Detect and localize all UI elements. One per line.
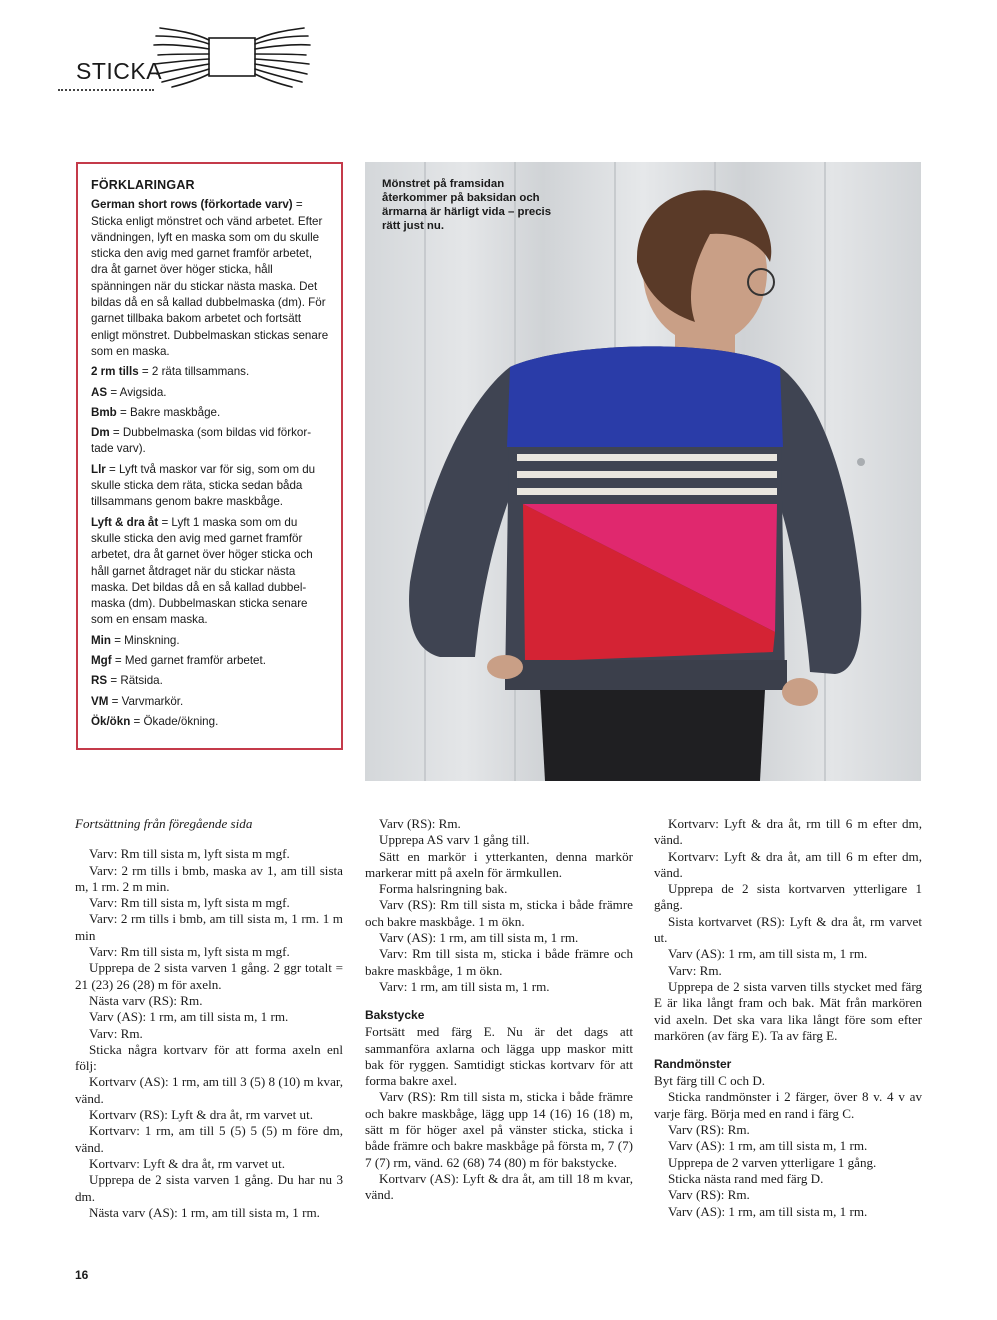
- explanation-term: RS: [91, 674, 108, 688]
- explanation-entry: [91, 673, 329, 689]
- left-hand: [487, 655, 523, 679]
- explanation-text: = Sticka enligt mönstret och vänd arbetet. Efter vändningen, lyft en maska som om du skulle sticka den avig med garnet framför arbetet, dra åt garnet över höger sticka, håll spänningen när du stickar nästa maska. Det bildas då en så kallad dubbelmaska (dm). För garnet tillbaka bakom arbetet och fortsätt enligt mönstret. Dubbelmaskan stickas senare som en maska.: [91, 198, 329, 358]
- jeans: [540, 690, 765, 781]
- pattern-paragraph: Varv (RS): Rm.: [668, 1187, 750, 1203]
- stripe-1: [517, 454, 777, 461]
- pattern-paragraph: Nästa varv (AS): 1 rm, am till sista m, 1 rm.: [89, 1204, 320, 1220]
- pattern-paragraph: Varv (AS): 1 rm, am till sista m, 1 rm.: [668, 1203, 868, 1219]
- pattern-paragraph: Upprepa de 2 sista varven tills stycket med färg E är lika långt fram och bak. Mät från markören vid axeln. Det ska vara lika långt före som efter markören (av färg E). Ta av färg E.: [654, 978, 922, 1043]
- pattern-paragraph: Kortvarv: Lyft & dra åt, rm varvet ut.: [89, 1155, 285, 1171]
- explanation-text: = Rätsida.: [107, 674, 163, 688]
- pattern-paragraph: Varv: Rm till sista m, lyft sista m mgf.: [89, 944, 290, 960]
- pattern-paragraph: Varv (AS): 1 rm, am till sista m, 1 rm.: [668, 946, 868, 962]
- explanation-entry: [91, 364, 329, 380]
- pattern-paragraph: Varv: Rm.: [668, 962, 722, 978]
- pattern-paragraph: Kortvarv: Lyft & dra åt, rm till 6 m efter dm, vänd.: [654, 816, 922, 848]
- pattern-paragraph: Kortvarv: Lyft & dra åt, am till 6 m efter dm, vänd.: [654, 848, 922, 880]
- explanations-list: [91, 197, 329, 730]
- pattern-paragraph: Varv: 1 rm, am till sista m, 1 rm.: [379, 978, 550, 994]
- section-heading-randmonster: Randmönster: [654, 1057, 732, 1072]
- pattern-paragraph: Varv: Rm.: [89, 1025, 143, 1041]
- blue-yoke: [507, 346, 783, 447]
- explanation-text: = Med garnet framför arbetet.: [111, 654, 266, 668]
- header-dotted-rule: [58, 89, 154, 91]
- column-1-body: [75, 846, 343, 1221]
- text-column-1: [75, 816, 343, 1221]
- explanation-text: = Lyft 1 maska som om du skulle sticka den avig med garnet framför arbetet, dra åt garnet över höger sticka och håll garnet åtdraget när du stickar nästa maska. Det bildas då en så kallad dubbelmaska (dm). Dubbelmaskan sticka senare som en ensam maska.: [91, 515, 313, 627]
- pattern-paragraph: Upprepa AS varv 1 gång till.: [379, 832, 530, 848]
- text-column-2: [365, 816, 633, 1204]
- sweater-photo: [365, 162, 921, 781]
- yarn-skein-icon: [152, 24, 312, 90]
- explanation-text: = Bakre maskbåge.: [116, 405, 221, 419]
- explanation-entry: [91, 197, 329, 360]
- explanation-entry: [91, 694, 329, 710]
- pattern-paragraph: Sätt en markör i ytterkanten, denna markör markerar mitt på axeln för ärmkullen.: [365, 848, 633, 880]
- pattern-paragraph: Kortvarv (AS): 1 rm, am till 3 (5) 8 (10) m kvar, vänd.: [75, 1074, 343, 1106]
- pattern-paragraph: Sticka några kortvarv för att forma axeln enl följ:: [75, 1041, 343, 1074]
- explanation-entry: [91, 714, 329, 730]
- explanation-text: = Lyft två maskor var för sig, som om du skulle sticka dem räta, sticka sedan båda tillsammans genom bakre maskbåge.: [91, 462, 316, 509]
- section-lead: Byt färg till C och D.: [654, 1073, 766, 1089]
- stripe-2: [517, 471, 777, 478]
- explanation-term: Min: [91, 633, 111, 647]
- explanation-text: = Avigsida.: [107, 385, 167, 399]
- explanation-term: Mgf: [91, 654, 112, 668]
- explanation-entry: [91, 462, 329, 511]
- pattern-paragraph: Varv (AS): 1 rm, am till sista m, 1 rm.: [668, 1138, 868, 1154]
- pattern-paragraph: Kortvarv: 1 rm, am till 5 (5) 5 (5) m före dm, vänd.: [75, 1123, 343, 1155]
- column-3-body-b: [654, 1089, 922, 1219]
- pattern-paragraph: Varv: 2 rm tills i bmb, am till sista m, 1 rm. 1 m min: [75, 911, 343, 943]
- explanation-text: = Minskning.: [110, 633, 180, 647]
- pattern-paragraph: Upprepa de 2 varven ytterligare 1 gång.: [668, 1154, 877, 1170]
- pattern-paragraph: Varv: Rm till sista m, lyft sista m mgf.: [89, 895, 290, 911]
- explanation-text: = Dubbelmaska (som bildas vid förkortade varv).: [91, 426, 312, 456]
- pattern-paragraph: Kortvarv (RS): Lyft & dra åt, rm varvet ut.: [89, 1107, 313, 1123]
- explanation-term: Lyft & dra åt: [91, 515, 159, 529]
- explanation-entry: [91, 653, 329, 669]
- page-number: 16: [75, 1268, 89, 1282]
- pattern-paragraph: Sticka nästa rand med färg D.: [668, 1170, 824, 1186]
- section-heading-bakstycke: Bakstycke: [365, 1008, 425, 1023]
- wall-bolt: [857, 458, 865, 466]
- explanation-term: AS: [91, 385, 108, 399]
- explanation-text: = Varvmarkör.: [108, 694, 184, 708]
- column-3-body-a: [654, 816, 922, 1044]
- explanation-entry: [91, 425, 329, 458]
- explanation-entry: [91, 385, 329, 401]
- section-lead: Fortsätt med färg E. Nu är det dags att sammanföra axlarna och lägga upp maskor mitt bak för ryggen. Samtidigt stickas kortvarv för att forma bakre axel.: [365, 1024, 633, 1089]
- stripe-3: [517, 488, 777, 495]
- explanation-term: Ök/ökn: [91, 714, 131, 728]
- pattern-paragraph: Forma halsringning bak.: [379, 881, 508, 897]
- pattern-paragraph: Varv: Rm till sista m, lyft sista m mgf.: [89, 846, 290, 862]
- column-2-body-b: [365, 1089, 633, 1203]
- pattern-paragraph: Sista kortvarvet (RS): Lyft & dra åt, rm varvet ut.: [654, 913, 922, 946]
- pattern-paragraph: Varv (RS): Rm till sista m, sticka i både främre och bakre maskbåge, lägg upp 14 (16) 16 (18) m, sätt m för höger axel på vänster sticka, sticka i både främre och bakre maskbåge på första m, 7 (7) 7 (7) rm, vänd. 62 (68) 74 (80) m för bakstycke.: [365, 1089, 633, 1170]
- sweater-illustration: [365, 162, 921, 781]
- explanation-term: VM: [91, 694, 109, 708]
- explanation-text: = 2 räta tillsammans.: [138, 365, 250, 379]
- explanation-entry: [91, 515, 329, 629]
- explanation-term: Bmb: [91, 405, 117, 419]
- explanation-term: 2 rm tills: [91, 365, 139, 379]
- explanation-entry: [91, 633, 329, 649]
- explanations-box: [76, 162, 343, 750]
- pattern-paragraph: Upprepa de 2 sista kortvarven ytterligare 1 gång.: [654, 881, 922, 913]
- continued-note: Fortsättning från föregående sida: [75, 816, 253, 831]
- pattern-paragraph: Varv: 2 rm tills i bmb, maska av 1, am till sista m, 1 rm. 2 m min.: [75, 862, 343, 894]
- pattern-paragraph: Varv (AS): 1 rm, am till sista m, 1 rm.: [89, 1009, 289, 1025]
- pattern-paragraph: Varv (RS): Rm till sista m, sticka i både främre och bakre maskbåge. 1 m ökn.: [365, 897, 633, 929]
- right-hand: [782, 678, 818, 706]
- pattern-paragraph: Varv (RS): Rm.: [379, 816, 461, 831]
- pattern-paragraph: Kortvarv (AS): Lyft & dra åt, am till 18 m kvar, vänd.: [365, 1170, 633, 1203]
- explanations-title: FÖRKLARINGAR: [91, 178, 195, 192]
- explanation-term: German short rows (förkortade varv): [91, 198, 293, 212]
- explanation-term: Dm: [91, 426, 110, 440]
- explanation-term: Llr: [91, 462, 106, 476]
- pattern-paragraph: Nästa varv (RS): Rm.: [89, 992, 203, 1008]
- photo-caption: Mönstret på framsidan återkommer på baksidan och ärmarna är härligt vida – precis rätt just nu.: [382, 178, 552, 232]
- pattern-paragraph: Upprepa de 2 sista varven 1 gång. Du har nu 3 dm.: [75, 1172, 343, 1204]
- pattern-paragraph: Varv (AS): 1 rm, am till sista m, 1 rm.: [379, 930, 579, 946]
- column-2-body-a: [365, 816, 633, 995]
- section-title: STICKA: [76, 58, 163, 84]
- pattern-paragraph: Sticka randmönster i 2 färger, över 8 v. 4 v av varje färg. Börja med en rand i färg C.: [654, 1089, 922, 1121]
- pattern-paragraph: Varv: Rm till sista m, sticka i både främre och bakre maskbåge, 1 m ökn.: [365, 946, 633, 978]
- text-column-3: [654, 816, 922, 1220]
- explanation-entry: [91, 405, 329, 421]
- explanation-text: = Ökade/ökning.: [130, 714, 219, 728]
- pattern-paragraph: Varv (RS): Rm.: [668, 1122, 750, 1138]
- hem-ribbing: [505, 660, 787, 690]
- pattern-paragraph: Upprepa de 2 sista varven 1 gång. 2 ggr totalt = 21 (23) 26 (28) m för axeln.: [75, 960, 343, 992]
